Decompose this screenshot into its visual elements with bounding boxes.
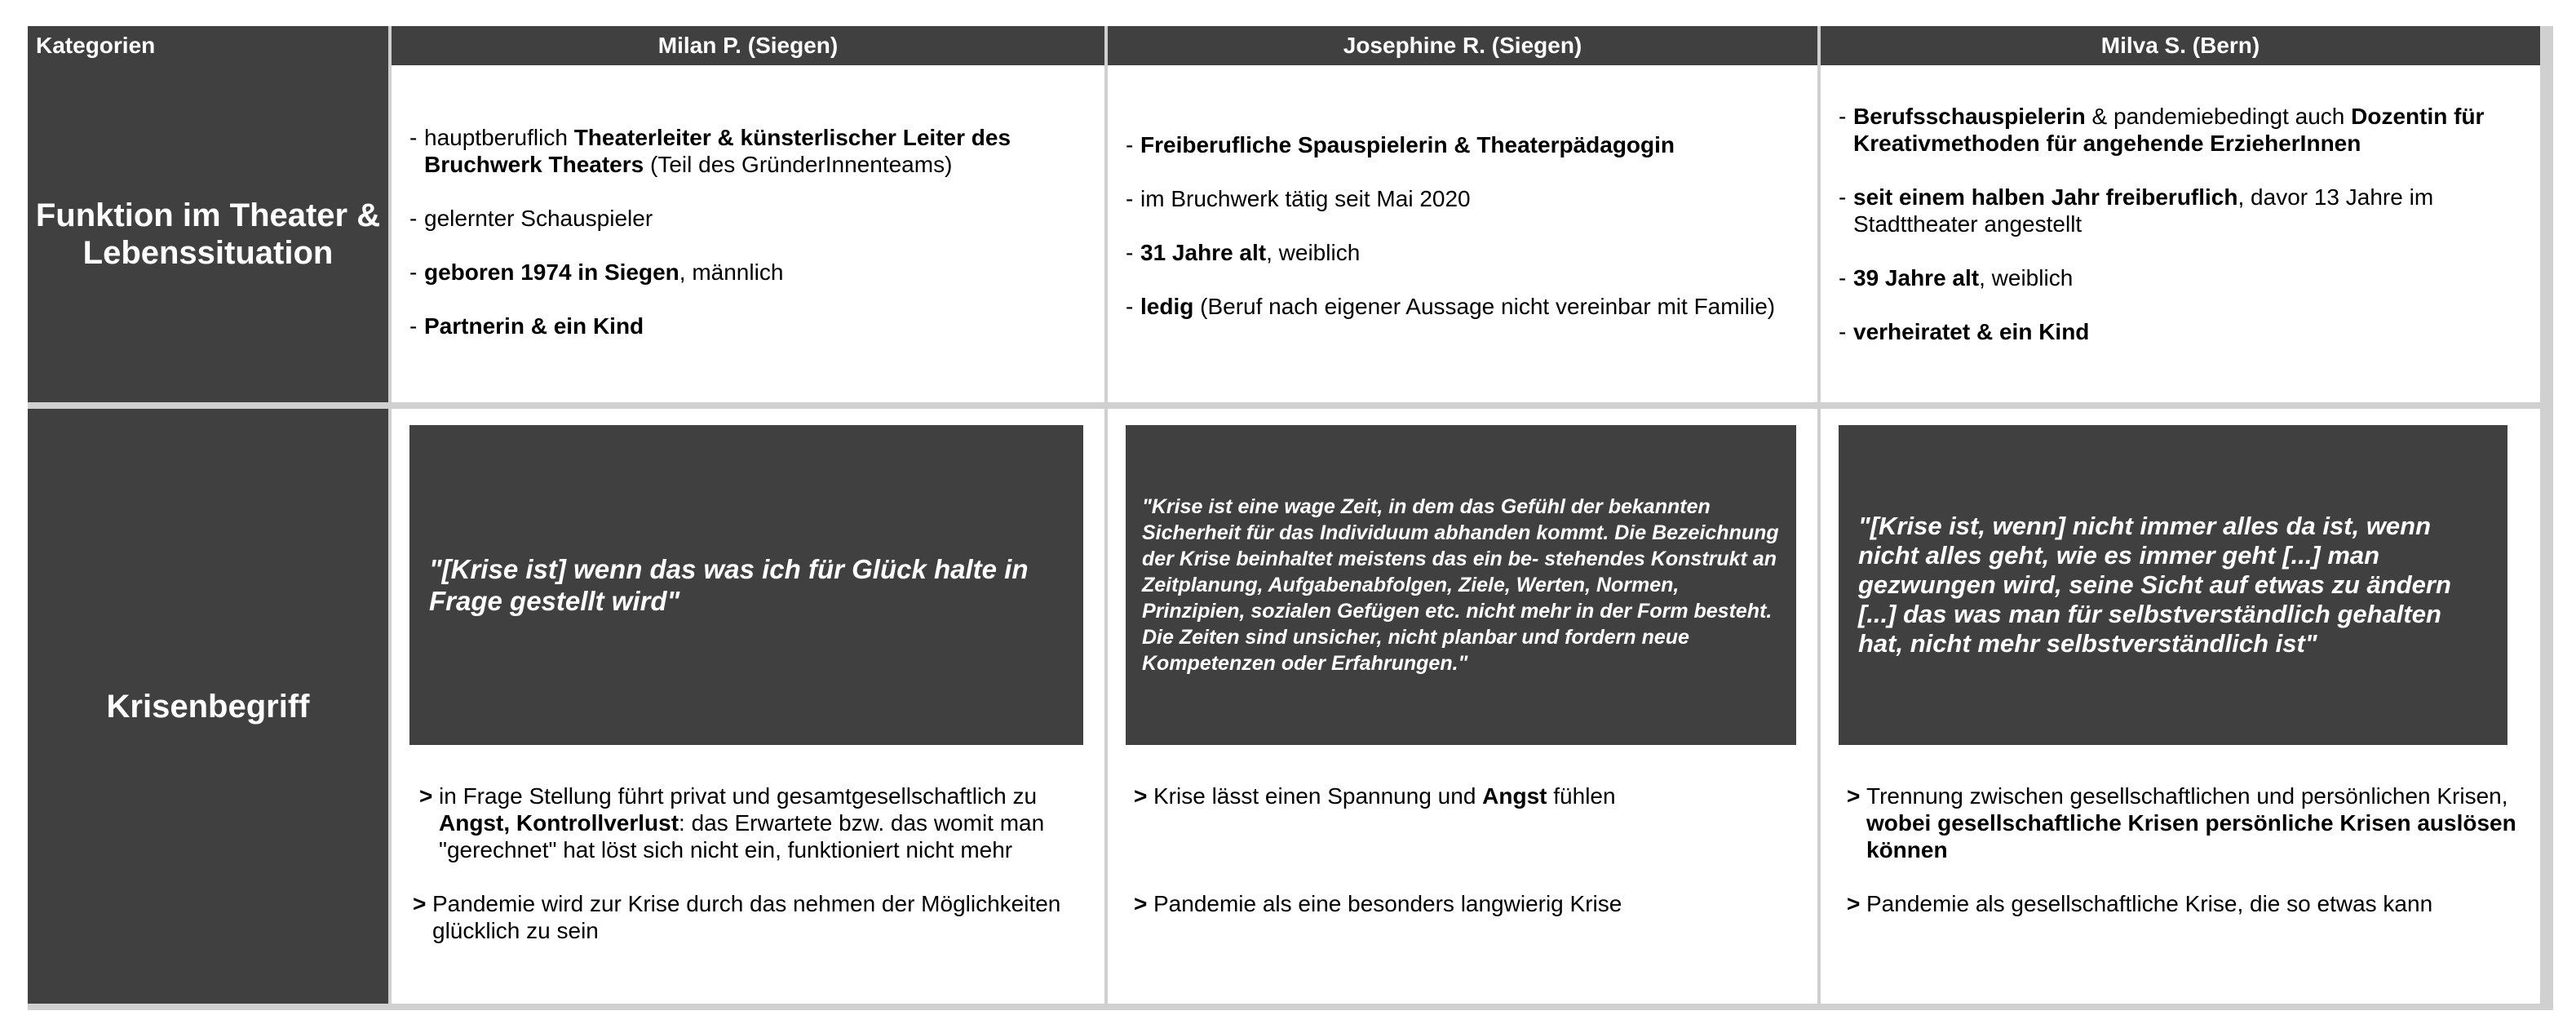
text: Pandemie als gesellschaftliche Krise, die so etwas kann xyxy=(1866,891,2433,916)
dash-marker: - xyxy=(409,259,418,285)
bold-text: Angst, Kontrollverlust xyxy=(439,810,679,836)
arrow-marker: > xyxy=(1847,783,1861,809)
bold-text: ledig xyxy=(1140,294,1194,319)
bold-text: Angst xyxy=(1482,783,1547,809)
row-divider xyxy=(28,402,2540,409)
text: hauptberuflich xyxy=(424,124,574,150)
text: : das Erwartete bzw. das womit man "gerechnet" hat löst sich nicht ein, funktioniert nicht mehr xyxy=(439,810,1045,862)
quote-box xyxy=(409,425,1083,745)
header-kategorien: Kategorien xyxy=(28,26,388,65)
header-milan: Milan P. (Siegen) xyxy=(392,26,1104,65)
bold-text: 39 Jahre alt xyxy=(1853,265,1980,290)
list-item xyxy=(413,890,1088,944)
bold-text: Berufsschauspielerin xyxy=(1853,104,2086,129)
text: im Bruchwerk tätig seit Mai 2020 xyxy=(1140,186,1471,211)
cell-krise-josephine xyxy=(1108,409,1817,1004)
quote-text: "Krise ist eine wage Zeit, in dem das Gefühl der bekannten Sicherheit für das Individuum abhanden kommt. Die Bezeichnung der Krise beinhaltet meistens das ein be- stehendes Konstrukt an Zeitplanung, Aufgabenabfolgen, Ziele, Werten, Normen, Prinzipien, sozialen Gefügen etc. nicht mehr in der Form besteht. Die Zeiten sind unsicher, nicht planbar und fordern neue Kompetenzen oder Erfahrungen." xyxy=(1142,495,1779,675)
category-label: Krisenbegriff xyxy=(106,688,310,725)
text: , davor 13 Jahre im Stadttheater angestellt xyxy=(1853,184,2434,237)
bold-text: geboren 1974 in Siegen xyxy=(424,259,679,285)
list-item xyxy=(1134,890,1801,917)
arrow-marker: > xyxy=(419,783,433,809)
arrow-marker: > xyxy=(1134,891,1148,916)
text: (Beruf nach eigener Aussage nicht vereinbar mit Familie) xyxy=(1193,294,1776,319)
text: (Teil des GründerInnenteams) xyxy=(644,151,953,177)
text: Pandemie wird zur Krise durch das nehmen der Möglichkeiten glücklich zu sein xyxy=(432,891,1061,943)
arrow-marker: > xyxy=(1134,783,1148,809)
dash-marker: - xyxy=(1126,132,1134,157)
bold-text: 31 Jahre alt xyxy=(1140,240,1267,265)
list-item xyxy=(409,313,1088,339)
list-item xyxy=(1134,783,1801,809)
bold-text: Freiberufliche Spauspielerin & Theaterpädagogin xyxy=(1140,132,1675,157)
dash-marker: - xyxy=(1839,184,1847,210)
list-item xyxy=(1839,264,2524,291)
bold-text: Partnerin & ein Kind xyxy=(424,313,644,339)
list-item xyxy=(1839,184,2524,237)
category-krisenbegriff xyxy=(28,409,388,1004)
list-item xyxy=(1126,131,1801,158)
list-item xyxy=(409,124,1088,178)
list-item xyxy=(1839,103,2524,157)
cell-krise-milva xyxy=(1821,409,2540,1004)
text: fühlen xyxy=(1547,783,1616,809)
quote-box xyxy=(1126,425,1796,745)
cell-funktion-josephine xyxy=(1108,65,1817,402)
list-item xyxy=(409,205,1088,232)
text: , weiblich xyxy=(1979,265,2074,290)
text: Pandemie als eine besonders langwierig Krise xyxy=(1153,891,1622,916)
category-funktion xyxy=(28,65,388,402)
bold-text: Dozentin für Kreativmethoden für angehende ErzieherInnen xyxy=(1853,104,2485,156)
bold-text: seit einem halben Jahr freiberuflich xyxy=(1853,184,2238,210)
arrow-marker: > xyxy=(413,891,427,916)
bold-text: Theaterleiter & künsterlischer Leiter des Bruchwerk Theaters xyxy=(424,124,1011,177)
dash-marker: - xyxy=(1839,104,1847,129)
text: Krise lässt einen Spannung und xyxy=(1153,783,1483,809)
header-milva: Milva S. (Bern) xyxy=(1821,26,2540,65)
list-item xyxy=(419,783,1088,863)
header-josephine: Josephine R. (Siegen) xyxy=(1108,26,1817,65)
list-item xyxy=(1847,890,2524,917)
dash-marker: - xyxy=(409,124,418,150)
quote-text: "[Krise ist] wenn das was ich für Glück halte in Frage gestellt wird" xyxy=(429,554,1029,616)
list-item xyxy=(1839,318,2524,345)
dash-marker: - xyxy=(1126,294,1134,319)
bold-text: verheiratet & ein Kind xyxy=(1853,319,2090,344)
list-item xyxy=(1126,185,1801,212)
cell-krise-milan xyxy=(392,409,1104,1004)
dash-marker: - xyxy=(409,205,418,231)
quote-box xyxy=(1839,425,2507,745)
list-item xyxy=(1126,239,1801,266)
arrow-marker: > xyxy=(1847,891,1861,916)
dash-marker: - xyxy=(1839,265,1847,290)
dash-marker: - xyxy=(1126,186,1134,211)
bold-text: wobei gesellschaftliche Krisen persönliche Krisen auslösen können xyxy=(1866,810,2516,862)
text: & pandemiebedingt auch xyxy=(2085,104,2352,129)
category-label: Funktion im Theater & Lebenssituation xyxy=(35,197,381,271)
comparison-table xyxy=(28,26,2553,1010)
cell-funktion-milva xyxy=(1821,65,2540,402)
cell-funktion-milan xyxy=(392,65,1104,402)
text: Trennung zwischen gesellschaftlichen und persönlichen Krisen, xyxy=(1866,783,2508,809)
list-item xyxy=(1126,293,1801,320)
list-item xyxy=(409,259,1088,286)
text: gelernter Schauspieler xyxy=(424,205,653,231)
dash-marker: - xyxy=(409,313,418,339)
dash-marker: - xyxy=(1126,240,1134,265)
quote-text: "[Krise ist, wenn] nicht immer alles da ist, wenn nicht alles geht, wie es immer geht [...] man gezwungen wird, seine Sicht auf etwas zu ändern [...] das was man für selbstverständlich gehalten hat, nicht mehr selbstverständlich ist" xyxy=(1858,512,2451,658)
dash-marker: - xyxy=(1839,319,1847,344)
text: , männlich xyxy=(679,259,784,285)
text: , weiblich xyxy=(1266,240,1361,265)
text: in Frage Stellung führt privat und gesamtgesellschaftlich zu xyxy=(439,783,1038,809)
list-item xyxy=(1847,783,2524,863)
